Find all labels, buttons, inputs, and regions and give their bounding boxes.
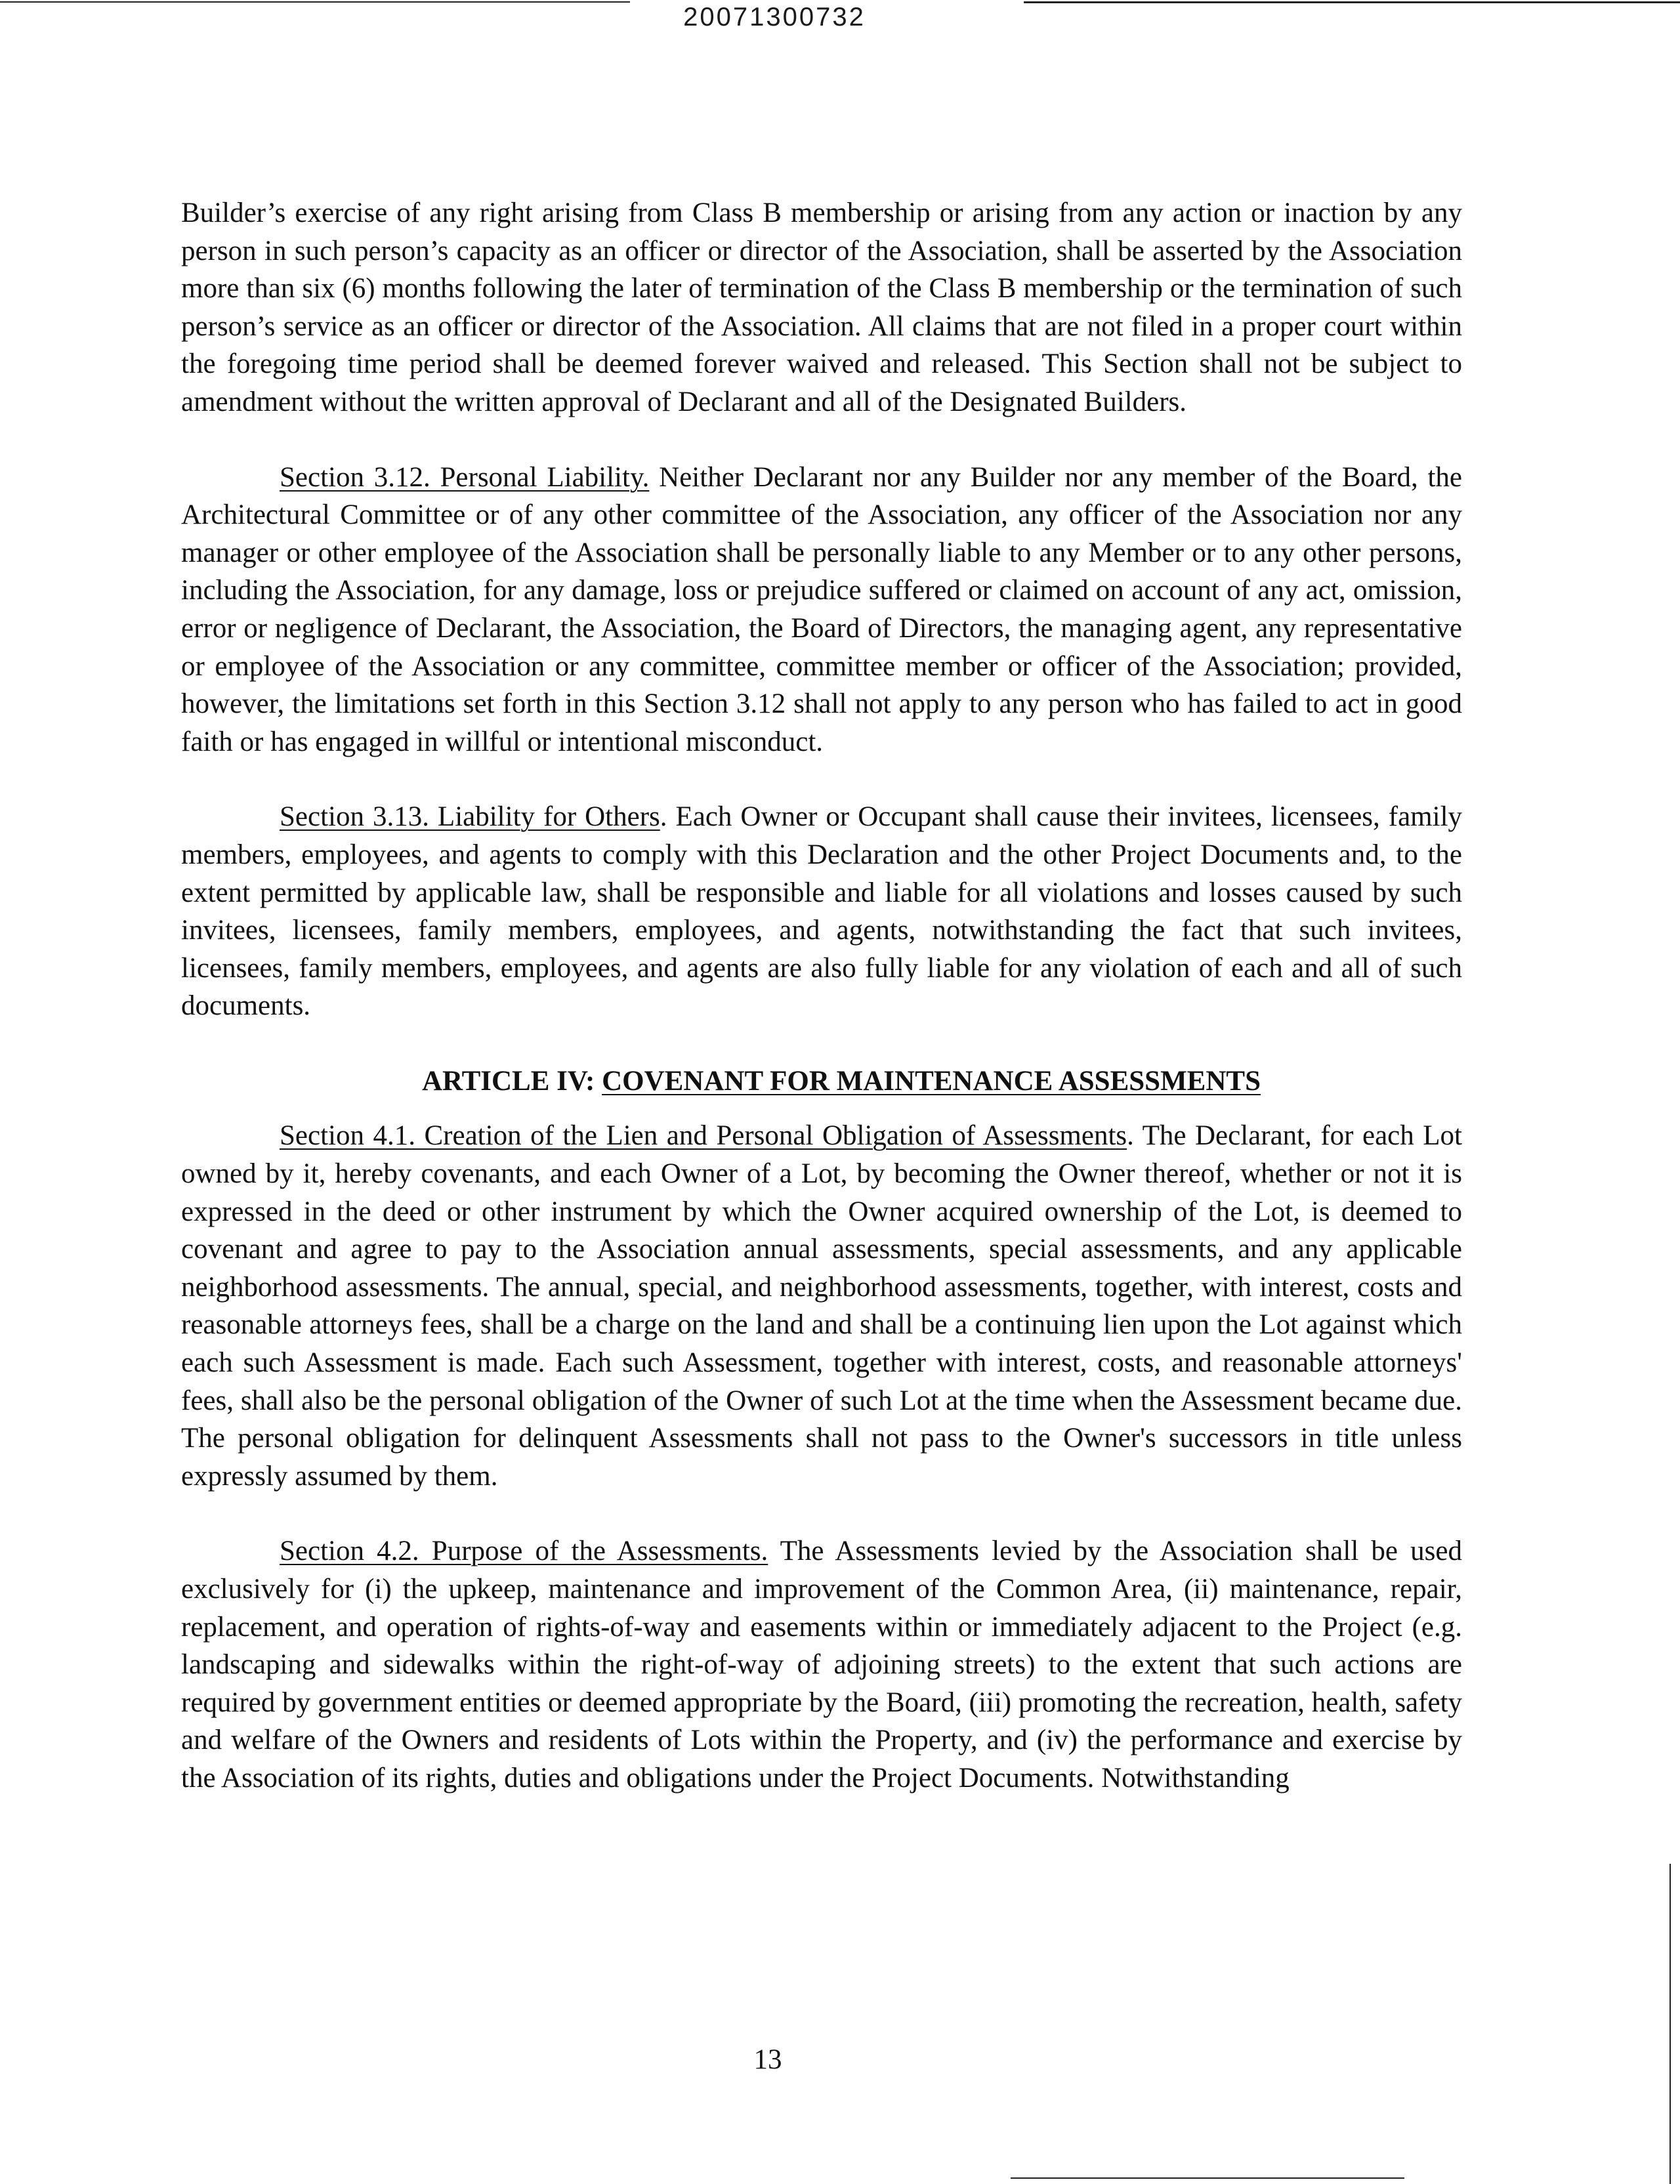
paragraph-text: Builder’s exercise of any right arising from Class B membership or arising from any action or inaction by any person in such person’s capacity as an officer or director of the Association, shall be asserted by the Association more than six (6) months following the later of termination of the Class B membership or the termination of such person’s service as an officer or director of the Association. All claims that are not filed in a proper court within the foregoing time period shall be deemed forever waived and released. This Section shall not be subject to amendment without the written approval of Declarant and all of the Designated Builders. <box>181 198 1462 417</box>
section-text: . Each Owner or Occupant shall cause their invitees, licensees, family members, employees, and agents to comply with this Declaration and the other Project Documents and, to the extent permitted by applicable law, shall be responsible and liable for all violations and losses caused by such invitees, licensees, family members, employees, and agents, notwithstanding the fact that such invitees, licensees, family members, employees, and agents are also fully liable for any violation of each and all of such documents. <box>181 801 1463 1022</box>
document-number: 20071300732 <box>683 3 866 32</box>
article-heading <box>181 1062 1462 1101</box>
section-text: The Assessments levied by the Association shall be used exclusively for (i) the upkeep, maintenance and improvement of the Common Area, (ii) maintenance, repair, replacement, and operation of rights-of-way and easements within or immediately adjacent to the Project (e.g. landscaping and sidewalks within the right-of-way of adjoining streets) to the extent that such actions are required by government entities or deemed appropriate by the Board, (iii) promoting the recreation, health, safety and welfare of the Owners and residents of Lots within the Property, and (iv) the performance and exercise by the Association of its rights, duties and obligations under the Project Documents. Notwithstanding <box>181 1536 1462 1794</box>
section-text: . The Declarant, for each Lot owned by it, hereby covenants, and each Owner of a Lot, by becoming the Owner thereof, whether or not it is expressed in the deed or other instrument by which the Owner acquired ownership of the Lot, is deemed to covenant and agree to pay to the Association annual assessments, special assessments, and any applicable neighborhood assessments. The annual, special, and neighborhood assessments, together, with interest, costs and reasonable attorneys fees, shall be a charge on the land and shall be a continuing lien upon the Lot against which each such Assessment is made. Each such Assessment, together with interest, costs, and reasonable attorneys' fees, shall also be the personal obligation of the Owner of such Lot at the time when the Assessment became due. The personal obligation for delinquent Assessments shall not pass to the Owner's successors in title unless expressly assumed by them. <box>181 1120 1462 1492</box>
article-number: ARTICLE IV: <box>421 1065 602 1097</box>
section-3-13 <box>181 798 1462 1025</box>
section-heading: Section 3.13. Liability for Others <box>280 801 660 833</box>
page-number: 13 <box>753 2044 782 2075</box>
section-heading: Section 3.12. Personal Liability. <box>280 461 650 493</box>
section-3-12 <box>181 459 1462 761</box>
document-body <box>181 194 1462 1835</box>
section-4-2 <box>181 1532 1462 1797</box>
section-heading: Section 4.2. Purpose of the Assessments. <box>280 1536 768 1567</box>
scan-line-bottom <box>1011 2177 1404 2179</box>
section-4-1 <box>181 1117 1462 1495</box>
scan-line-right-edge <box>1670 1864 1671 2184</box>
paragraph-continuation <box>181 194 1462 421</box>
article-title: COVENANT FOR MAINTENANCE ASSESSMENTS <box>602 1065 1261 1097</box>
section-text: Neither Declarant nor any Builder nor any member of the Board, the Architectural Committee or of any other committee of the Association, any officer of the Association nor any manager or other employee of the Association shall be personally liable to any Member or to any other persons, including the Association, for any damage, loss or prejudice suffered or claimed on account of any act, omission, error or negligence of Declarant, the Association, the Board of Directors, the managing agent, any representative or employee of the Association or any committee, committee member or officer of the Association; provided, however, the limitations set forth in this Section 3.12 shall not apply to any person who has failed to act in good faith or has engaged in willful or intentional misconduct. <box>181 461 1463 757</box>
section-heading: Section 4.1. Creation of the Lien and Personal Obligation of Assessments <box>280 1120 1127 1152</box>
